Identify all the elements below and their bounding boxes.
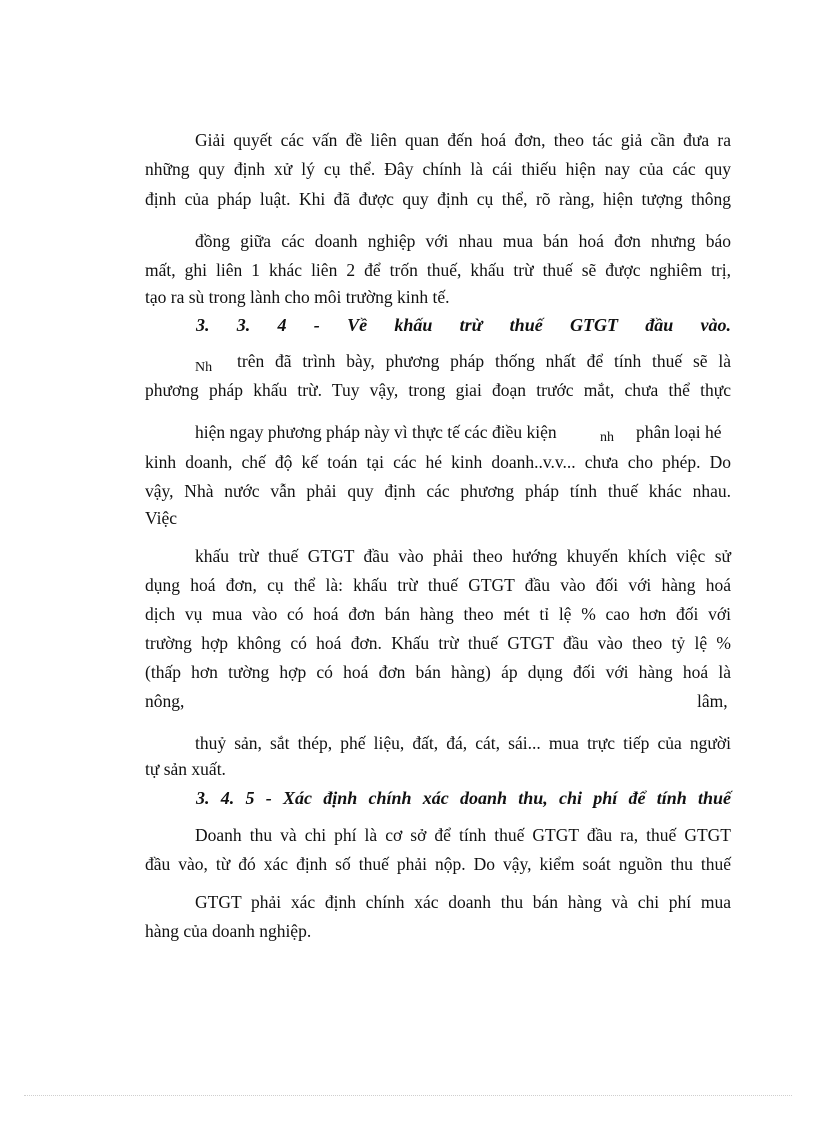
paragraph-6-line-1: thuỷ sản, sắt thép, phế liệu, đất, đá, cát, sái... mua trực tiếp của người [195,733,731,753]
paragraph-2-line-2: mất, ghi liên 1 khác liên 2 để trốn thuế, khấu trừ thuế sẽ được nghiêm trị, [145,260,731,280]
paragraph-6-line-2: tự sản xuất. [145,759,226,779]
paragraph-4-line-1-part-1: hiện ngay phương pháp này vì thực tế các điều kiện [195,422,557,442]
section-heading-3-4-5: 3. 4. 5 - Xác định chính xác doanh thu, chi phí để tính thuế [196,788,731,808]
section-heading-3-3-4: 3. 3. 4 - Về khấu trừ thuế GTGT đầu vào. [196,315,731,335]
paragraph-2-line-1: đồng giữa các doanh nghiệp với nhau mua bán hoá đơn nhưng báo [195,231,731,251]
page-bottom-divider [24,1095,792,1096]
paragraph-3-fragment-nh: Nh [195,360,213,375]
paragraph-5-line-2: dụng hoá đơn, cụ thể là: khấu trừ thuế GTGT đầu vào đối với hàng hoá [145,575,731,595]
paragraph-5-line-5: (thấp hơn tường hợp có hoá đơn bán hàng) áp dụng đối với hàng hoá là [145,662,731,682]
paragraph-3-line-1: trên đã trình bày, phương pháp thống nhất để tính thuế sẽ là [237,351,731,371]
paragraph-5-line-4: trường hợp không có hoá đơn. Khấu trừ thuế GTGT đầu vào theo tỷ lệ % [145,633,731,653]
paragraph-1-line-1: Giải quyết các vấn đề liên quan đến hoá đơn, theo tác giả cần đưa ra [195,130,731,150]
paragraph-4-line-1-part-2: phân loại hé [636,422,722,442]
paragraph-8-line-1: GTGT phải xác định chính xác doanh thu bán hàng và chi phí mua [195,892,731,912]
paragraph-5-line-6-right: lâm, [697,691,728,711]
paragraph-4-line-3: vậy, Nhà nước vẫn phải quy định các phương pháp tính thuế khác nhau. [145,481,731,501]
paragraph-3-line-2: phương pháp khấu trừ. Tuy vậy, trong giai đoạn trước mắt, chưa thể thực [145,380,731,400]
paragraph-7-line-2: đầu vào, từ đó xác định số thuế phải nộp. Do vậy, kiểm soát nguồn thu thuế [145,854,731,874]
paragraph-7-line-1: Doanh thu và chi phí là cơ sở để tính thuế GTGT đầu ra, thuế GTGT [195,825,731,845]
paragraph-4-fragment-nh: nh [600,430,614,445]
paragraph-1-line-2: những quy định xử lý cụ thể. Đây chính là cái thiếu hiện nay của các quy [145,159,731,179]
paragraph-1-line-3: định của pháp luật. Khi đã được quy định cụ thể, rõ ràng, hiện tượng thông [145,189,731,209]
paragraph-4-line-2: kinh doanh, chế độ kế toán tại các hé kinh doanh..v.v... chưa cho phép. Do [145,452,731,472]
paragraph-2-line-3: tạo ra sù trong lành cho môi trường kinh tế. [145,287,450,307]
paragraph-4-line-4: Việc [145,508,177,528]
paragraph-5-line-3: dịch vụ mua vào có hoá đơn bán hàng theo mét tỉ lệ % cao hơn đối với [145,604,731,624]
paragraph-5-line-1: khấu trừ thuế GTGT đầu vào phải theo hướng khuyến khích việc sử [195,546,731,566]
paragraph-8-line-2: hàng của doanh nghiệp. [145,921,312,941]
paragraph-5-line-6-left: nông, [145,691,185,711]
